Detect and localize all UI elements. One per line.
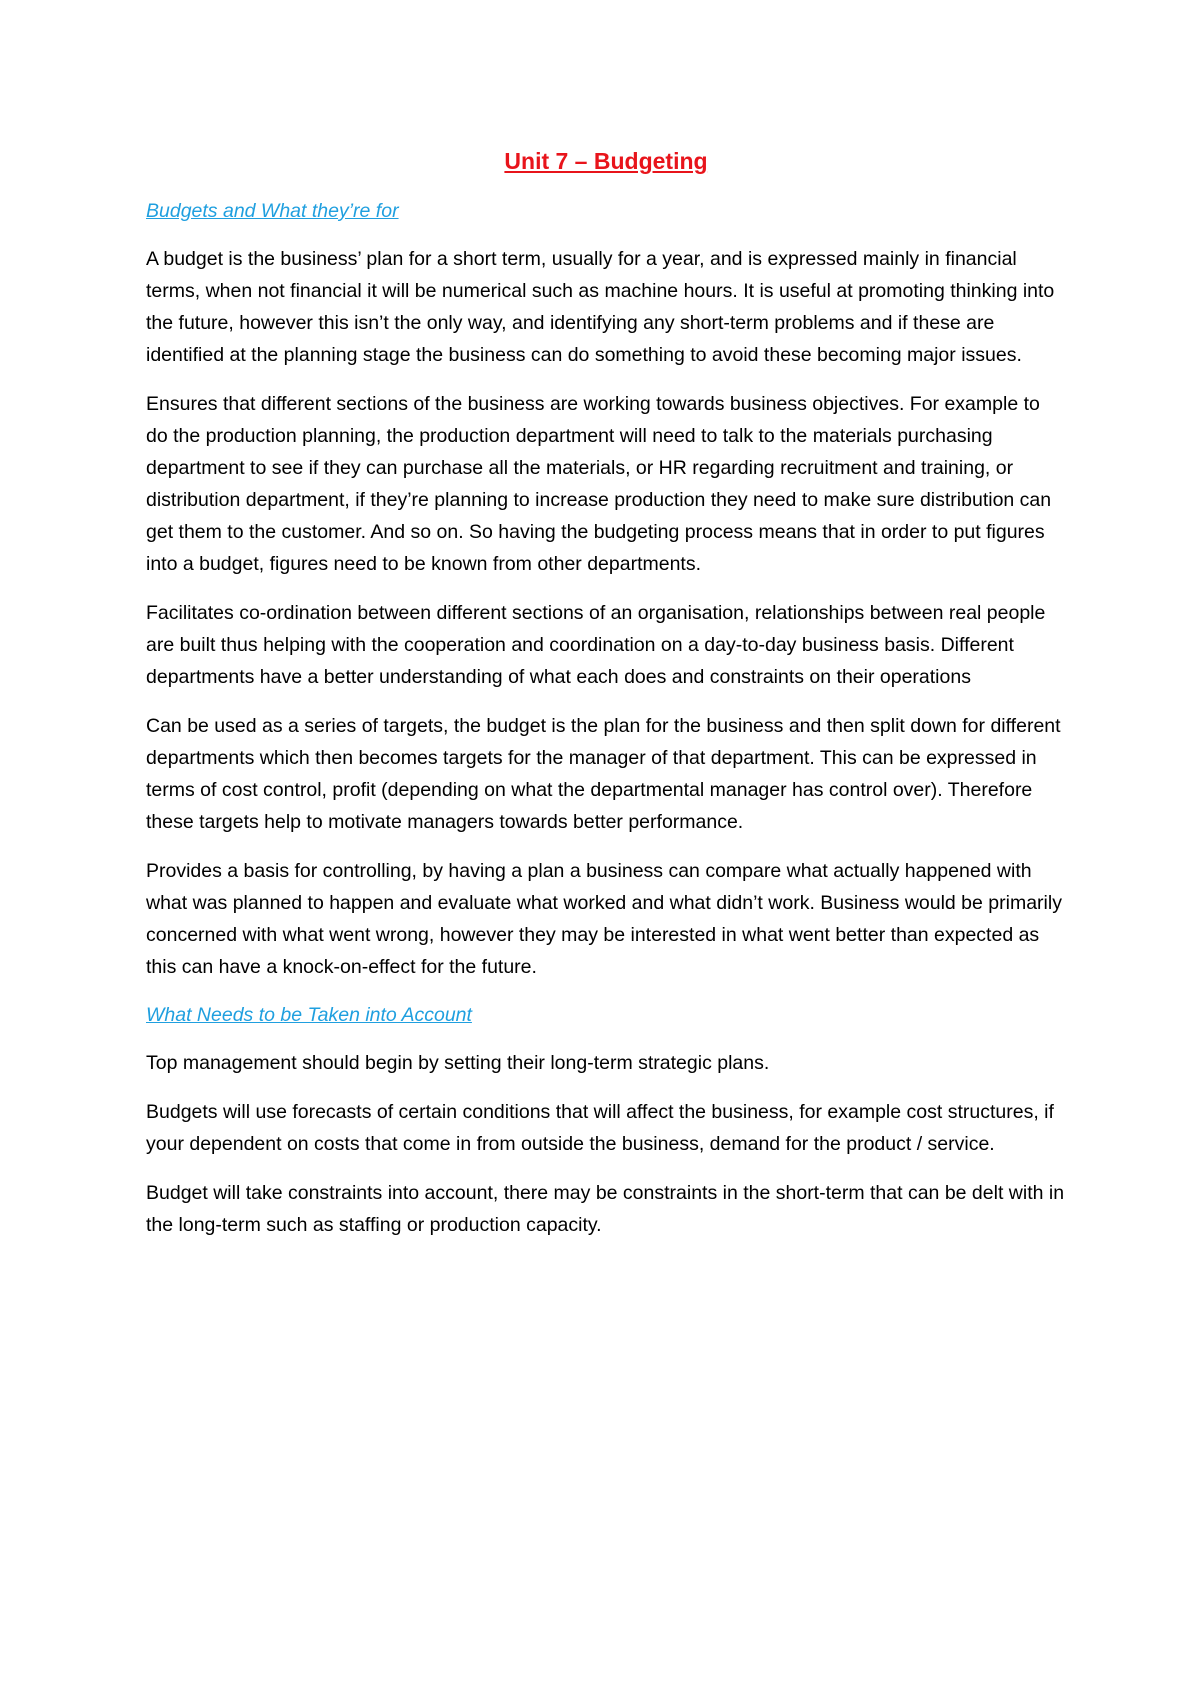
section-heading-budgets: Budgets and What they’re for bbox=[146, 200, 399, 222]
document-title: Unit 7 – Budgeting bbox=[504, 148, 708, 174]
paragraph: Can be used as a series of targets, the budget is the plan for the business and then split down for different departments which then becomes targets for the manager of that department. This can be expressed in terms of cost control, profit (depending on what the departmental manager has control over). Therefore these targets help to motivate managers towards better performance. bbox=[146, 715, 1061, 833]
paragraph: Ensures that different sections of the business are working towards business objectives. For example to do the production planning, the production department will need to talk to the materials purchasing department to see if they can purchase all the materials, or HR regarding recruitment and training, or distribution department, if they’re planning to increase production they need to make sure distribution can get them to the customer. And so on. So having the budgeting process means that in order to put figures into a budget, figures need to be known from other departments. bbox=[146, 393, 1052, 575]
paragraph: Budgets will use forecasts of certain conditions that will affect the business, for example cost structures, if your dependent on costs that come in from outside the business, demand for the product / service. bbox=[146, 1101, 1054, 1155]
paragraph: Provides a basis for controlling, by having a plan a business can compare what actually happened with what was planned to happen and evaluate what worked and what didn’t work. Business would be primarily concerned with what went wrong, however they may be interested in what went better than expected as this can have a knock-on-effect for the future. bbox=[146, 860, 1062, 978]
paragraph: A budget is the business’ plan for a short term, usually for a year, and is expressed mainly in financial terms, when not financial it will be numerical such as machine hours. It is useful at promoting thinking into the future, however this isn’t the only way, and identifying any short-term problems and if these are identified at the planning stage the business can do something to avoid these becoming major issues. bbox=[146, 248, 1055, 366]
section-heading-account: What Needs to be Taken into Account bbox=[146, 1004, 472, 1026]
paragraph: Top management should begin by setting their long-term strategic plans. bbox=[146, 1052, 770, 1074]
document-content bbox=[146, 146, 1066, 1258]
paragraph: Facilitates co-ordination between different sections of an organisation, relationships between real people are built thus helping with the cooperation and coordination on a day-to-day business basis. Different departments have a better understanding of what each does and constraints on their operations bbox=[146, 602, 1046, 688]
paragraph: Budget will take constraints into account, there may be constraints in the short-term that can be delt with in the long-term such as staffing or production capacity. bbox=[146, 1182, 1065, 1236]
